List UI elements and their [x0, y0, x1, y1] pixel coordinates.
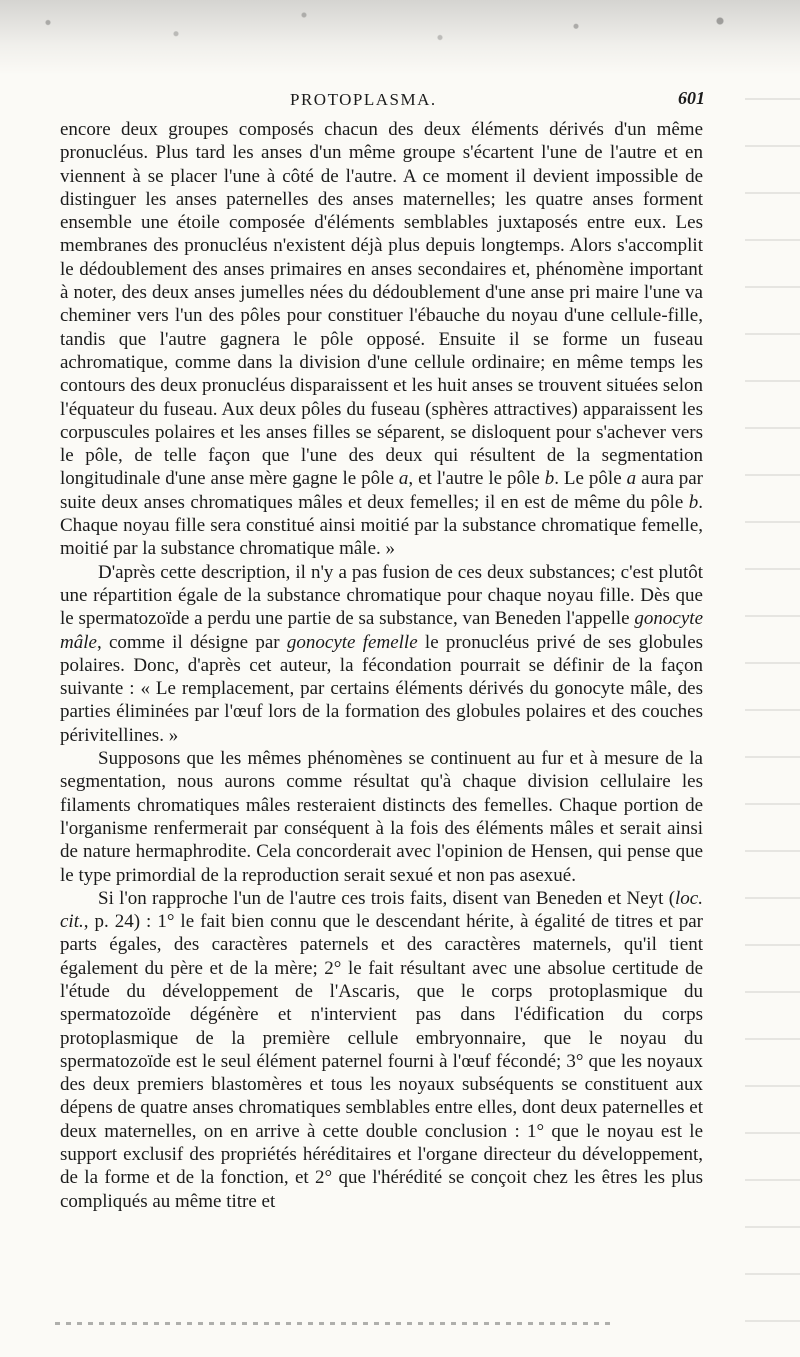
text-run: Si l'on rapproche l'un de l'autre ces trois faits, disent van Beneden et Neyt ( — [98, 887, 676, 909]
italic-text: a — [626, 468, 637, 490]
italic-text: loc. cit. — [60, 887, 703, 933]
italic-text: b — [688, 491, 699, 513]
text-run: . Le pôle — [554, 468, 627, 490]
running-title: PROTOPLASMA. — [290, 90, 437, 109]
text-run: encore deux groupes composés chacun des deux éléments dérivés d'un même pronucléus. Plus tard les anses d'un même groupe s'écartent l'une de l'autre et en viennent à se placer l'une à côté de l'autre. A ce moment il devient impossible de distinguer les anses paternelles des anses maternelles; les quatre anses forment ensemble une étoile composée d'éléments semblables juxtaposés entre eux. Les membranes des pronucléus n'existent déjà plus depuis longtemps. Alors s'accomplit le dédoublement des anses primaires en anses secondaires et, phénomène important à noter, des deux anses jumelles nées du dédoublement d'une anse pri maire l'une va cheminer vers l'un des pôles pour constituer l'ébauche du noyau d'une cellule-fille, tandis que l'autre gagnera le pôle opposé. Ensuite il se forme un fuseau achromatique, comme dans la division d'une cellule ordinaire; en même temps les contours des deux pronucléus disparaissent et les huit anses se trouvent situées selon l'équateur du fuseau. Aux deux pôles du fuseau (sphères attractives) apparaissent les corpuscules polaires et les anses filles se séparent, se disloquent pour s'achever vers le pôle, de telle façon que l'une des deux qui résultent de la segmentation longitudinale d'une anse mère gagne le pôle — [60, 119, 703, 490]
text-run: . Chaque noyau fille sera constitué ainsi moitié par la substance chromatique femelle, moitié par la substance chromatique mâle. » — [60, 491, 703, 560]
scan-edge-top — [0, 0, 800, 75]
page-number: 601 — [678, 88, 705, 108]
paragraph — [60, 561, 703, 747]
text-run: D'après cette description, il n'y a pas fusion de ces deux substances; c'est plutôt une répartition égale de la substance chromatique pour chaque noyau fille. Dès que le spermatozoïde a perdu une partie de sa substance, van Beneden l'appelle — [60, 561, 703, 630]
text-run: , et l'autre le pôle — [408, 468, 545, 490]
text-run: , comme il désigne par — [96, 631, 287, 653]
italic-text: gonocyte mâle — [60, 608, 703, 653]
scan-edge-bottom — [55, 1322, 615, 1325]
page-header — [60, 90, 705, 116]
italic-text: b — [544, 468, 555, 490]
body-text — [60, 118, 703, 1213]
paragraph — [60, 747, 703, 887]
italic-text: a — [398, 468, 409, 490]
text-run: aura par suite deux anses chromatiques mâles et deux femelles; il en est de même du pôle — [60, 468, 703, 513]
italic-text: gonocyte femelle — [286, 631, 418, 653]
scan-edge-right — [745, 80, 800, 1340]
paragraph — [60, 887, 703, 1213]
text-run: , p. 24) : 1° le fait bien connu que le descendant hérite, à égalité de titres et par parts égales, des caractères paternels et des caractères maternels, qu'il tient également du père et de la mère; 2° le fait résultant avec une absolue certitude de l'étude du développement de l'Ascaris, que le corps protoplasmique du spermatozoïde dégénère et n'intervient pas dans l'édification du corps protoplasmique de la première cellule embryonnaire, que le noyau du spermatozoïde est le seul élément paternel fourni à l'œuf fécondé; 3° que les noyaux des deux premiers blastomères et tous les noyaux subséquents se constituent aux dépens de quatre anses chromatiques semblables entre elles, dont deux paternelles et deux maternelles, on en arrive à cette double conclusion : 1° que le noyau est le support exclusif des propriétés héréditaires et l'organe directeur du développement, de la forme et de la fonction, et 2° que l'hérédité se conçoit chez les êtres les plus compliqués au même titre et — [60, 911, 703, 1212]
text-run: Supposons que les mêmes phénomènes se continuent au fur et à mesure de la segmentation, nous aurons comme résultat qu'à chaque division cellulaire les filaments chromatiques mâles resteraient distincts des femelles. Chaque portion de l'organisme renfermerait par conséquent à la fois des éléments mâles et serait ainsi de nature hermaphrodite. Cela concorderait avec l'opinion de Hensen, qui pense que le type primordial de la reproduction serait sexué et non pas asexué. — [60, 748, 703, 886]
paragraph — [60, 118, 703, 561]
text-run: le pronucléus privé de ses globules polaires. Donc, d'après cet auteur, la fécondation pourrait se définir de la façon suivante : « Le remplacement, par certains éléments dérivés du gonocyte mâle, des parties éliminées par l'œuf lors de la formation des globules polaires et des couches périvitellines. » — [60, 631, 704, 746]
